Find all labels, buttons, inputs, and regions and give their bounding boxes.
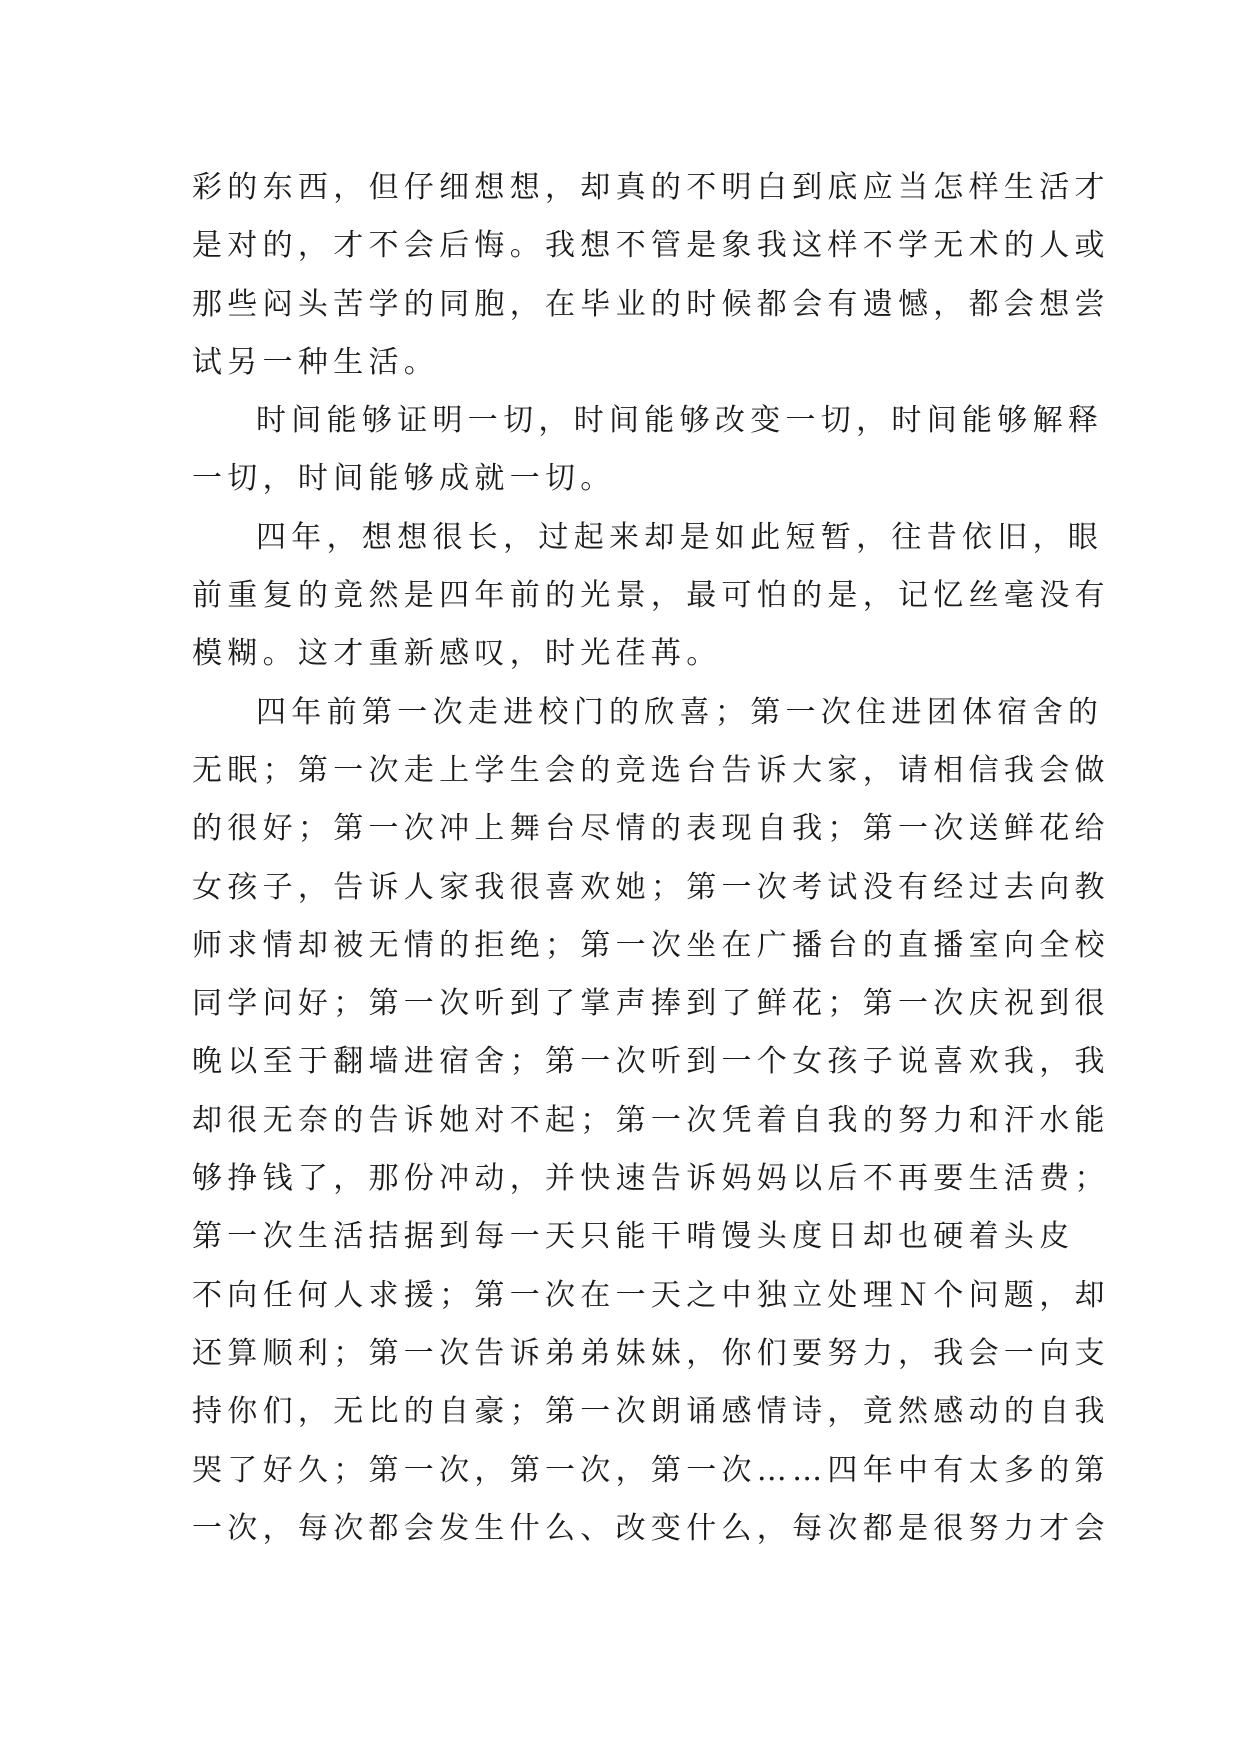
paragraph-first-line: 四年前第一次走进校门的欣喜；第一次住进团体宿舍的 [256,694,1104,730]
text-line: 无眠；第一次走上学生会的竞选台告诉大家，请相信我会做 [192,752,1110,788]
text-line: 一次，每次都会发生什么、改变什么，每次都是很努力才会 [192,1510,1110,1546]
paragraph-first-line: 时间能够证明一切，时间能够改变一切，时间能够解释 [256,403,1104,439]
text-line: 却很无奈的告诉她对不起；第一次凭着自我的努力和汗水能 [192,1102,1110,1138]
text-line: 一切，时间能够成就一切。 [192,461,616,497]
body-text [192,159,1110,1558]
text-line: 的很好；第一次冲上舞台尽情的表现自我；第一次送鲜花给 [192,811,1110,847]
text-line: 那些闷头苦学的同胞，在毕业的时候都会有遗憾，都会想尝 [192,286,1110,322]
text-line: 哭了好久；第一次，第一次，第一次……四年中有太多的第 [192,1452,1110,1488]
text-line: 前重复的竟然是四年前的光景，最可怕的是，记忆丝毫没有 [192,578,1110,614]
text-line: 不向任何人求援；第一次在一天之中独立处理Ｎ个问题，却 [192,1277,1110,1313]
text-line: 晚以至于翻墙进宿舍；第一次听到一个女孩子说喜欢我，我 [192,1044,1110,1080]
text-line: 还算顺利；第一次告诉弟弟妹妹，你们要努力，我会一向支 [192,1335,1110,1371]
text-line: 师求情却被无情的拒绝；第一次坐在广播台的直播室向全校 [192,927,1110,963]
paragraph-first-line: 四年，想想很长，过起来却是如此短暂，往昔依旧，眼 [256,519,1104,555]
text-line: 模糊。这才重新感叹，时光荏苒。 [192,636,722,672]
text-line: 女孩子，告诉人家我很喜欢她；第一次考试没有经过去向教 [192,869,1110,905]
text-line: 彩的东西，但仔细想想，却真的不明白到底应当怎样生活才 [192,170,1110,205]
text-line: 试另一种生活。 [192,344,440,380]
text-line: 是对的，才不会后悔。我想不管是象我这样不学无术的人或 [192,228,1110,264]
text-line: 持你们，无比的自豪；第一次朗诵感情诗，竟然感动的自我 [192,1394,1110,1430]
text-line: 够挣钱了，那份冲动，并快速告诉妈妈以后不再要生活费； [192,1161,1110,1197]
text-line: 第一次生活拮据到每一天只能干啃馒头度日却也硬着头皮 [192,1219,1075,1255]
text-line: 同学问好；第一次听到了掌声捧到了鲜花；第一次庆祝到很 [192,986,1110,1022]
